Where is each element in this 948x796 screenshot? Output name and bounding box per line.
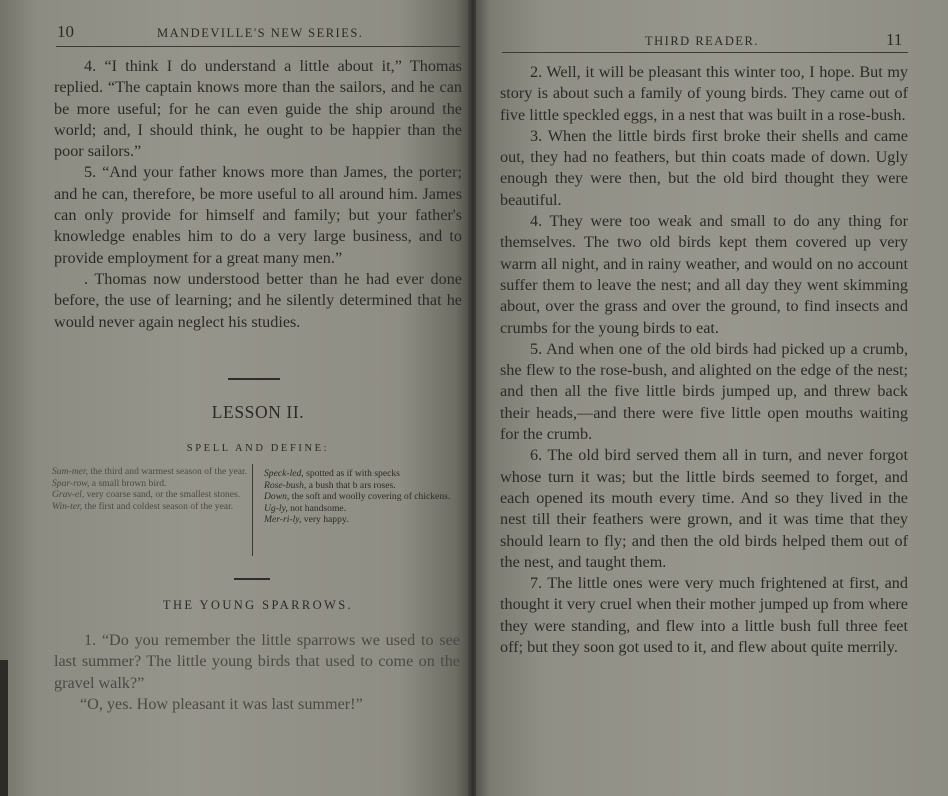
- vocab-list-left: [52, 466, 248, 512]
- vocab-item: Ug-ly, not handsome.: [264, 502, 347, 514]
- vocab-item: Mer-ri-ly, very happy.: [264, 514, 349, 526]
- right-paragraph-2: 2. Well, it will be pleasant this winter too, I hope. But my story is about such a family of young birds. They came out of five little speckled eggs, in a nest that was built in a rose-bush.: [500, 63, 908, 124]
- vocab-column-divider: [252, 464, 253, 556]
- left-paragraph-4: 4. “I think I do understand a little about it,” Thomas replied. “The captain knows more than the sailors, and he can be more useful; for he can even guide the ship around the world; and, I should think, he ought to be happier than the poor sailors.”: [54, 57, 462, 161]
- vocab-item: Spar-row, a small brown bird.: [52, 477, 167, 489]
- right-page: [476, 0, 948, 796]
- left-running-head: MANDEVILLE'S NEW SERIES.: [157, 26, 364, 40]
- right-paragraph-6: 6. The old bird served them all in turn, and never forgot whose turn it was; but the little birds seemed to forget, and each opened its mouth every time. And so they lived in the nest till their feathers were grown, and it was time that they should learn to fly; and then the old birds helped them out of the nest, and taught them.: [500, 446, 908, 571]
- vocab-item: Down, the soft and woolly covering of chickens.: [264, 491, 451, 503]
- spell-define-heading: SPELL AND DEFINE:: [186, 443, 330, 454]
- book-edge-shadow: [0, 660, 8, 796]
- left-paragraph-5: 5. “And your father knows more than James, the porter; and he can, therefore, be more useful to all around him. James can only provide for himself and family; but your father's knowledge enables him to do a very large business, and to provide employment for a great many men.”: [54, 163, 462, 267]
- vocab-item: Sum-mer, the third and warmest season of the year.: [52, 466, 248, 477]
- right-body-text: [500, 62, 908, 658]
- vocab-item: Rose-bush, a bush that b ars roses.: [264, 479, 396, 491]
- right-head-rule: [502, 52, 908, 53]
- left-page: [0, 0, 470, 796]
- left-page-number: 10: [57, 22, 74, 41]
- lesson-title: LESSON II.: [211, 402, 305, 422]
- story-title: THE YOUNG SPARROWS.: [162, 598, 354, 612]
- story-paragraph-1: 1. “Do you remember the little sparrows we used to see last summer? The little young birds that used to come on the gravel walk?”: [54, 631, 460, 692]
- vocab-item: Speck-led, spotted as if with specks: [264, 468, 400, 479]
- right-paragraph-4: 4. They were too weak and small to do any thing for themselves. The two old birds kept them covered up very warm all night, and in rainy weather, and would on no account suffer them to leave the nest; and all day they went skimming about, over the grass and over the ground, to find insects and crumbs for the young birds to eat.: [500, 212, 908, 337]
- right-page-number: 11: [886, 30, 903, 49]
- left-paragraph-conclusion: . Thomas now understood better than he had ever done before, the use of learning; and he silently determined that he would never again neglect his studies.: [54, 269, 462, 331]
- left-body-text: [54, 56, 462, 333]
- right-paragraph-3: 3. When the little birds first broke their shells and came out, they had no feathers, but thin coats made of down. Ugly enough they were then, but the old bird thought they were beautiful.: [500, 126, 908, 209]
- right-paragraph-7: 7. The little ones were very much frightened at first, and thought it very cruel when their mother jumped up from where they were standing, and flew into a little bush full three feet off; but they soon got used to it, and flew about quite merrily.: [500, 574, 908, 657]
- vocab-item: Grav-el, very coarse sand, or the smallest stones.: [52, 489, 241, 501]
- vocab-list-right: [264, 468, 460, 526]
- right-paragraph-5: 5. And when one of the old birds had picked up a crumb, she flew to the rose-bush, and alighted on the edge of the nest; and then all the five little birds jumped up, and threw back their heads,—and there were five little open mouths waiting for the crumb.: [500, 339, 908, 444]
- story-body-text: [54, 630, 460, 715]
- left-head-rule: [56, 46, 460, 47]
- story-paragraph-reply: “O, yes. How pleasant it was last summer!”: [80, 694, 363, 713]
- lesson-separator-rule: [228, 378, 280, 380]
- story-separator-rule: [234, 578, 270, 580]
- vocab-item: Win-ter, the first and coldest season of the year.: [52, 500, 234, 512]
- right-running-head: THIRD READER.: [645, 34, 759, 48]
